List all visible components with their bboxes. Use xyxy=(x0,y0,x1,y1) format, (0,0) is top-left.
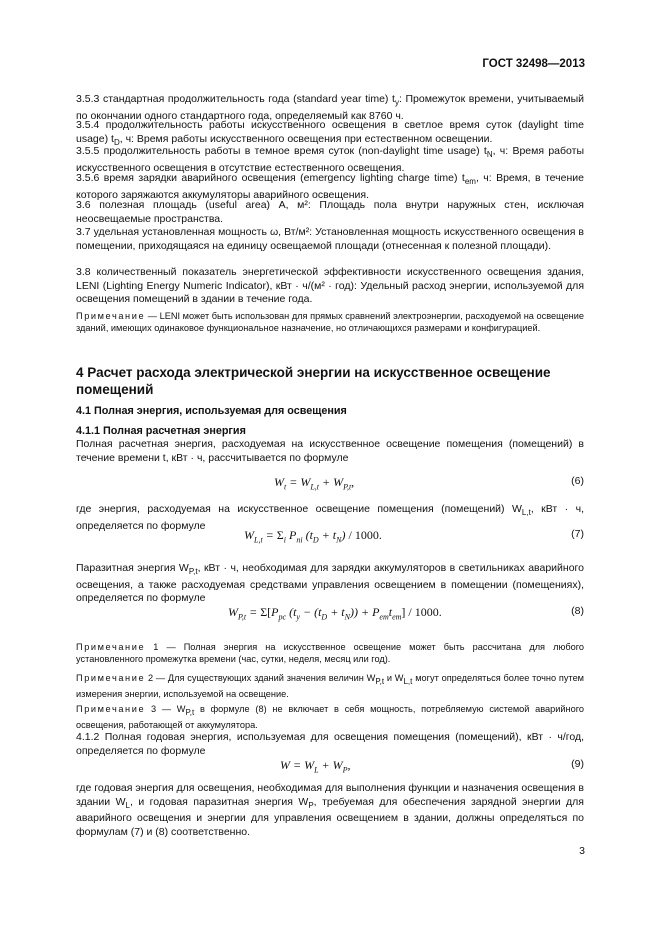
note-2 xyxy=(76,672,584,701)
final-text: где годовая энергия для освещения, необходимая для выполнения функции и назначения освещения в здании W xyxy=(76,782,584,808)
after6-sub: L,t xyxy=(521,508,531,518)
paragraph-3-7: 3.7 удельная установленная мощность ω, Вт/м²: Установленная мощность искусственного освещения в помещении, приходящаяся на единицу освещаемой площади (отнесенная к полезной площади). xyxy=(76,226,584,252)
page-number: 3 xyxy=(579,845,585,857)
paragraph-4-1-1: Полная расчетная энергия, расходуемая на искусственное освещение помещения (помещений) в течение времени t, кВт · ч, рассчитывается по формуле xyxy=(76,438,584,464)
note-3 xyxy=(76,703,584,732)
note3-rest: в формуле (8) не включает в себя мощность, потребляемую системой аварийного освещения, работающей от аккумулятора. xyxy=(76,704,584,731)
section-4-1-1-heading: 4.1.1 Полная расчетная энергия xyxy=(76,425,246,437)
p355-text: 3.5.5 продолжительность работы в темное время суток (non-daylight time usage) t xyxy=(76,145,487,157)
section-4-heading: 4 Расчет расхода электрической энергии на искусственное освещение помещений xyxy=(76,365,551,397)
note2-label: Примечание xyxy=(76,673,146,683)
equation-7 xyxy=(76,528,584,554)
equation-9-number: (9) xyxy=(571,758,584,770)
equation-8 xyxy=(76,605,584,629)
equation-7-number: (7) xyxy=(571,528,584,540)
note3-label: Примечание xyxy=(76,704,146,714)
note2-rest: могут определяться более точно путем измерения энергии, используемой на освещение. xyxy=(76,673,584,700)
after6-text: где энергия, расходуемая на искусственное освещение помещения (помещений) W xyxy=(76,503,522,515)
final-mid: , и годовая паразитная энергия W xyxy=(129,795,309,808)
note2-mid: и W xyxy=(384,673,404,683)
note3-text: 3 — W xyxy=(145,704,186,714)
p354-text: 3.5.4 продолжительность работы искусственного освещения в светлое время суток (daylight time usage) t xyxy=(76,119,584,145)
paragraph-parasitic xyxy=(76,562,584,606)
p353-rest: : Промежуток времени, учитываемый по окончании одного стандартного года, определяемый как 8760 ч. xyxy=(76,93,584,122)
p355-sub: N xyxy=(486,150,493,160)
note2-sub1: P,t xyxy=(375,676,385,686)
final-rest: , требуемая для обеспечения зарядной энергии для аварийного освещения и энергии для управления освещением в здании, должны определяться по формулам (7) и (8) соответственно. xyxy=(76,795,584,838)
p353-sub: y xyxy=(394,98,399,108)
p355-rest: , ч: Время работы искусственного освещения в отсутствие естественного освещения. xyxy=(76,145,584,174)
paragraph-3-5-6 xyxy=(76,172,584,202)
paragraph-final xyxy=(76,782,584,839)
note1-text: 1 — Полная энергия на искусственное освещение может быть рассчитана для любого установленного промежутка времени (час, сутки, неделя, месяц или год). xyxy=(76,642,584,665)
note-1 xyxy=(76,641,584,666)
paragraph-4-1-2: 4.1.2 Полная годовая энергия, используемая для освещения помещения (помещений), кВт · ч/год, определяется по формуле xyxy=(76,731,584,757)
note2-text: 2 — Для существующих зданий значения величин W xyxy=(145,673,376,683)
note2-sub2: L,t xyxy=(403,676,413,686)
p356-sub: em xyxy=(464,177,476,187)
parasitic-sub: P,t xyxy=(188,567,198,577)
parasitic-rest: , кВт · ч, необходимая для зарядки аккумуляторов в светильниках аварийного освещения, а также расходуемая средствами управления освещением в помещении (помещениях), определяется по формуле xyxy=(76,562,584,605)
p353-text: 3.5.3 стандартная продолжительность года (standard year time) t xyxy=(76,93,395,105)
p354-sub: D xyxy=(113,137,120,147)
p354-rest: , ч: Время работы искусственного освещения при естественном освещении. xyxy=(119,132,493,145)
parasitic-text: Паразитная энергия W xyxy=(76,562,189,574)
note-label: Примечание xyxy=(76,311,146,321)
equation-9 xyxy=(76,758,584,780)
final-sub2: P xyxy=(308,800,314,810)
equation-6-formula: $W_t = W_{L,t} + W_{P,t}$, xyxy=(274,475,355,492)
equation-6 xyxy=(76,475,584,497)
note-text: — LENI может быть использован для прямых сравнений электроэнергии, расходуемой на освещение зданий, имеющих одинаковое функциональное назначение, но отличающихся размерами и конфигурацией. xyxy=(76,311,584,334)
paragraph-3-5-5 xyxy=(76,145,584,175)
equation-8-formula: $W_{P,t} = \Sigma[P_{pc}$ $(t_y - (t_D + t_N)) + P_{em}t_{em}] / 1000$. xyxy=(228,605,442,622)
note1-label: Примечание xyxy=(76,642,146,652)
equation-7-formula: $W_{L,t} = \Sigma_i$ $P_{ni}$ $(t_D + t_N) / 1000$. xyxy=(244,528,382,545)
p356-text: 3.5.6 время зарядки аварийного освещения (emergency lighting charge time) t xyxy=(76,172,465,184)
equation-8-number: (8) xyxy=(571,605,584,617)
standard-header: ГОСТ 32498—2013 xyxy=(482,58,585,70)
paragraph-3-6: 3.6 полезная площадь (useful area) A, м²: Площадь пола внутри наружных стен, исключая неосвещаемые пространства. xyxy=(76,199,584,225)
final-sub1: L xyxy=(125,800,130,810)
equation-6-number: (6) xyxy=(571,475,584,487)
section-4-1-heading: 4.1 Полная энергия, используемая для освещения xyxy=(76,405,347,417)
equation-9-formula: $W = W_L + W_P$, xyxy=(280,758,351,775)
p356-rest: , ч: Время, в течение которого заряжаются аккумуляторы аварийного освещения. xyxy=(76,172,584,201)
note3-sub: P,t xyxy=(185,707,195,717)
note-3-8 xyxy=(76,310,584,335)
after6-rest: , кВт · ч, определяется по формуле xyxy=(76,503,584,532)
paragraph-3-8: 3.8 количественный показатель энергетической эффективности искусственного освещения здания, LENI (Lighting Energy Numeric Indicator), кВт · ч/(м² · год): Удельный расход энергии, используемой для освещения помещений в здании в течение года. xyxy=(76,266,584,306)
